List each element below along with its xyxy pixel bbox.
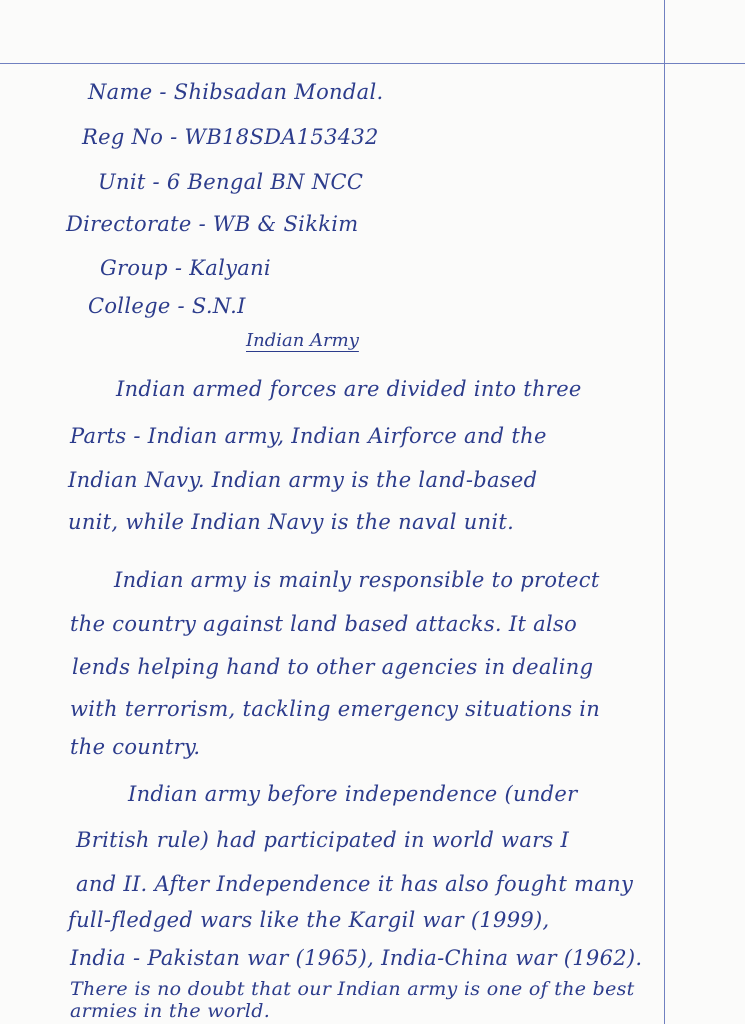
right-margin-line — [664, 0, 665, 1024]
group-line: Group - Kalyani — [100, 256, 271, 280]
body-line: Indian Navy. Indian army is the land-based — [68, 468, 538, 492]
college-line: College - S.N.I — [88, 294, 246, 318]
body-line: Indian army is mainly responsible to protect — [114, 568, 600, 592]
body-line: the country. — [70, 735, 201, 759]
body-line: lends helping hand to other agencies in dealing — [72, 655, 594, 679]
body-line: There is no doubt that our Indian army is one of the best — [70, 978, 635, 1000]
reg-no-line: Reg No - WB18SDA153432 — [82, 125, 379, 149]
body-line: full-fledged wars like the Kargil war (1999), — [68, 908, 550, 932]
body-line: Parts - Indian army, Indian Airforce and the — [70, 424, 547, 448]
body-line: and II. After Independence it has also fought many — [76, 872, 634, 896]
top-margin-line — [0, 63, 745, 64]
body-line: armies in the world. — [70, 1000, 271, 1022]
body-line: the country against land based attacks. It also — [70, 612, 578, 636]
body-line: Indian army before independence (under — [128, 782, 578, 806]
body-line: Indian armed forces are divided into three — [116, 377, 582, 401]
directorate-line: Directorate - WB & Sikkim — [66, 212, 359, 236]
body-line: India - Pakistan war (1965), India-China war (1962). — [70, 946, 643, 970]
body-line: with terrorism, tackling emergency situations in — [70, 697, 601, 721]
essay-title: Indian Army — [246, 330, 359, 351]
name-line: Name - Shibsadan Mondal. — [88, 80, 384, 104]
body-line: British rule) had participated in world wars I — [76, 828, 570, 852]
body-line: unit, while Indian Navy is the naval unit. — [68, 510, 515, 534]
unit-line: Unit - 6 Bengal BN NCC — [98, 170, 364, 194]
